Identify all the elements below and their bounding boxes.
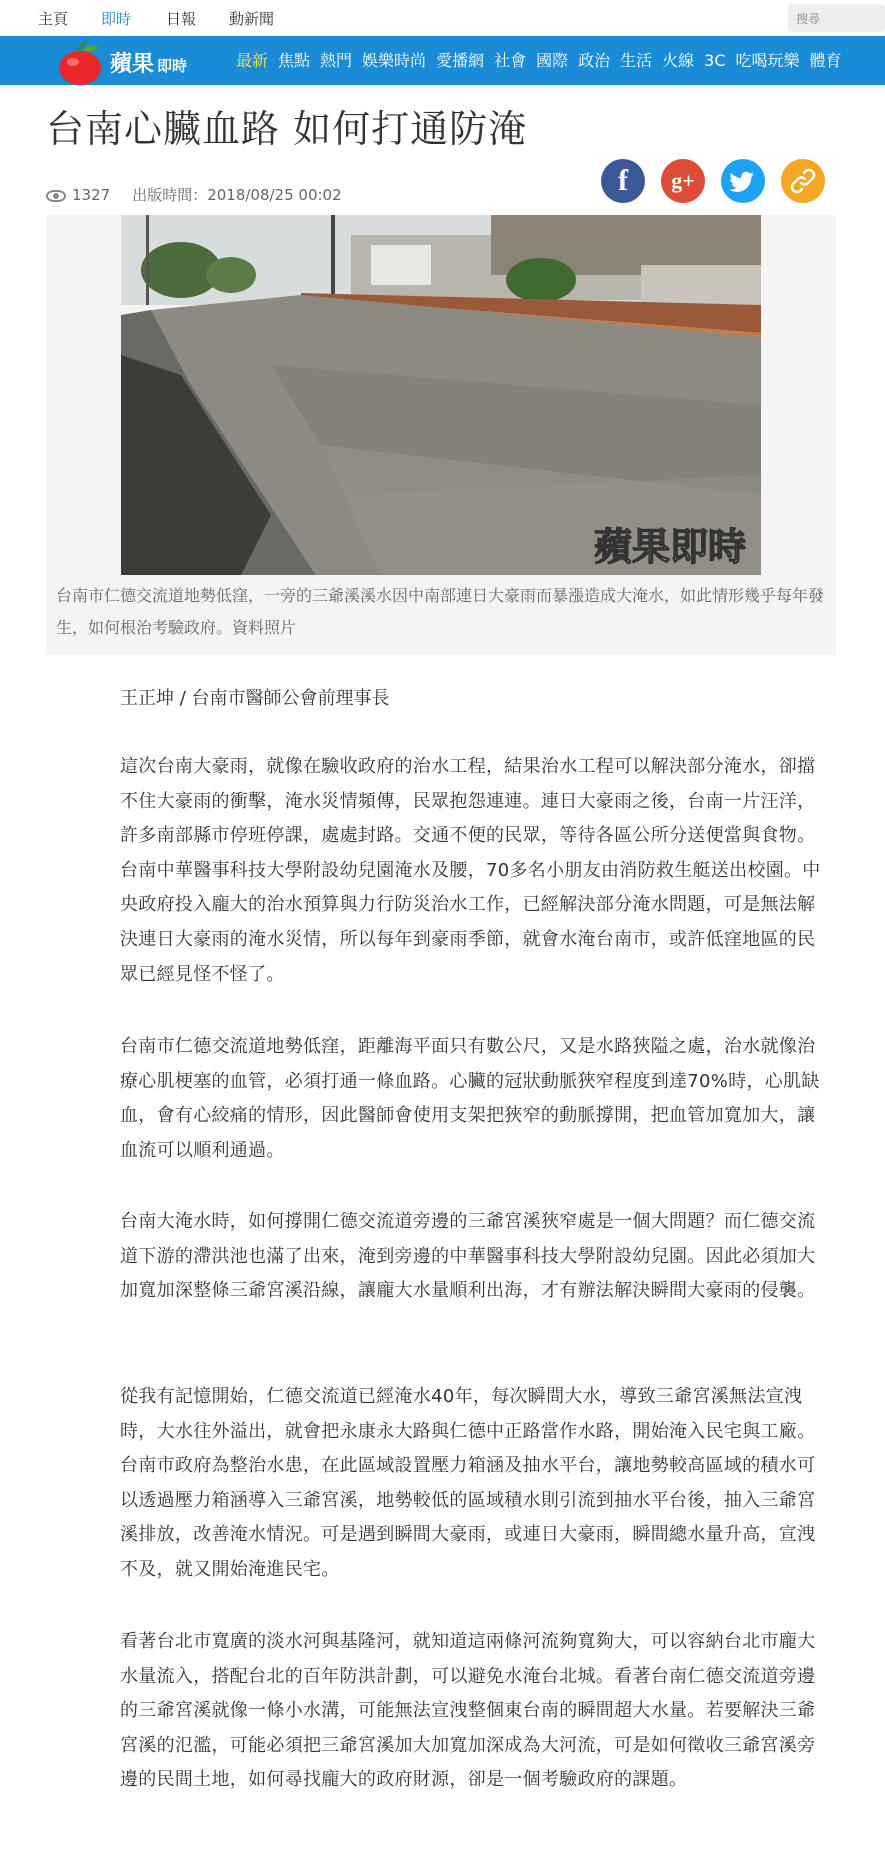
- brand-logo[interactable]: [55, 36, 195, 85]
- article-paragraph: 從我有記憶開始，仁德交流道已經淹水40年，每次瞬間大水，導致三爺宮溪無法宣洩時，大水往外溢出，就會把永康永大路與仁德中正路當作水路，開始淹入民宅與工廠。台南市政府為整治水患，在此區域設置壓力箱涵及抽水平台，讓地勢較高區域的積水可以透過壓力箱涵導入三爺宮溪，地勢較低的區域積水則引流到抽水平台後，抽入三爺宮溪排放，改善淹水情況。可是遇到瞬間大豪雨，或連日大豪雨，瞬間總水量升高，宣洩不及，就又開始淹進民宅。: [120, 1386, 816, 1580]
- category-item[interactable]: 社會: [494, 51, 527, 70]
- category-item[interactable]: 體育: [809, 51, 842, 70]
- twitter-share-button[interactable]: [721, 159, 765, 203]
- category-bar: [0, 36, 885, 85]
- brand-name: 蘋果 即時: [110, 52, 188, 77]
- top-nav: [0, 0, 885, 36]
- article-title: 台南心臟血路 如何打通防淹: [46, 107, 528, 151]
- category-item[interactable]: 政治: [578, 51, 611, 70]
- nav-animation-news[interactable]: 動新聞: [229, 10, 275, 28]
- nav-daily[interactable]: 日報: [166, 10, 197, 28]
- article-photo[interactable]: [121, 215, 761, 575]
- eye-icon: [46, 190, 66, 202]
- apple-logo-icon: [55, 40, 105, 86]
- category-item[interactable]: 吃喝玩樂: [735, 51, 800, 70]
- article-paragraph: 看著台北市寬廣的淡水河與基隆河，就知道這兩條河流夠寬夠大，可以容納台北市龐大水量流入，搭配台北的百年防洪計劃，可以避免水淹台北城。看著台南仁德交流道旁邊的三爺宮溪就像一條小水溝，可能無法宣洩整個東台南的瞬間超大水量。若要解決三爺宮溪的氾濫，可能必須把三爺宮溪加大加寬加深成為大河流，可是如何徵收三爺宮溪旁邊的民間土地，如何尋找龐大的政府財源，卻是一個考驗政府的課題。: [120, 1631, 816, 1791]
- twitter-icon: [721, 159, 765, 203]
- copy-link-button[interactable]: [781, 159, 825, 203]
- google-plus-icon: g+: [671, 168, 695, 193]
- view-count: 1327: [72, 186, 111, 204]
- category-item[interactable]: 國際: [536, 51, 569, 70]
- category-item[interactable]: 熱門: [320, 51, 353, 70]
- photo-watermark: 蘋果即時: [593, 525, 746, 569]
- google-share-button[interactable]: [661, 159, 705, 203]
- facebook-share-button[interactable]: [601, 159, 645, 203]
- article-paragraph: 台南市仁德交流道地勢低窪，距離海平面只有數公尺，又是水路狹隘之處，治水就像治療心肌梗塞的血管，必須打通一條血路。心臟的冠狀動脈狹窄程度到達70%時，心肌缺血，會有心絞痛的情形，因此醫師會使用支架把狹窄的動脈撐開，把血管加寬加大，讓血流可以順利通過。: [120, 1036, 820, 1161]
- category-item[interactable]: 3C: [704, 51, 726, 70]
- publish-time: 出版時間：2018/08/25 00:02: [132, 186, 342, 204]
- search-placeholder: 搜尋: [796, 12, 821, 26]
- article-paragraph: 台南大淹水時，如何撐開仁德交流道旁邊的三爺宮溪狹窄處是一個大問題？而仁德交流道下游的滯洪池也滿了出來，淹到旁邊的中華醫事科技大學附設幼兒園。因此必須加大加寬加深整條三爺宮溪沿線，讓龐大水量順利出海，才有辦法解決瞬間大豪雨的侵襲。: [120, 1211, 816, 1302]
- category-item[interactable]: 焦點: [278, 51, 311, 70]
- category-item[interactable]: 生活: [620, 51, 653, 70]
- search-input[interactable]: [788, 4, 885, 32]
- nav-realtime[interactable]: 即時: [101, 10, 132, 28]
- flood-scene-image: [121, 215, 761, 575]
- category-item[interactable]: 愛播網: [436, 51, 485, 70]
- byline: 王正坤 / 台南市醫師公會前理事長: [120, 688, 390, 709]
- facebook-icon: f: [618, 164, 628, 197]
- category-item[interactable]: 最新: [236, 51, 269, 70]
- article-paragraph: 這次台南大豪雨，就像在驗收政府的治水工程，結果治水工程可以解決部分淹水，卻擋不住大豪雨的衝擊，淹水災情頻傳，民眾抱怨連連。連日大豪雨之後，台南一片汪洋，許多南部縣市停班停課，處處封路。交通不便的民眾，等待各區公所分送便當與食物。台南中華醫事科技大學附設幼兒園淹水及腰，70多名小朋友由消防救生艇送出校園。中央政府投入龐大的治水預算與力行防災治水工作，已經解決部分淹水問題，可是無法解決連日大豪雨的淹水災情，所以每年到豪雨季節，就會水淹台南市，或許低窪地區的民眾已經見怪不怪了。: [120, 756, 821, 985]
- photo-caption: 台南市仁德交流道地勢低窪，一旁的三爺溪溪水因中南部連日大豪雨而暴漲造成大淹水，如此情形幾乎每年發生，如何根治考驗政府。資料照片: [56, 586, 825, 637]
- category-item[interactable]: 娛樂時尚: [362, 51, 427, 70]
- nav-home[interactable]: 主頁: [38, 10, 69, 28]
- category-item[interactable]: 火線: [662, 51, 695, 70]
- link-icon: [781, 159, 825, 203]
- category-list: [236, 48, 852, 71]
- article-meta: [46, 184, 342, 205]
